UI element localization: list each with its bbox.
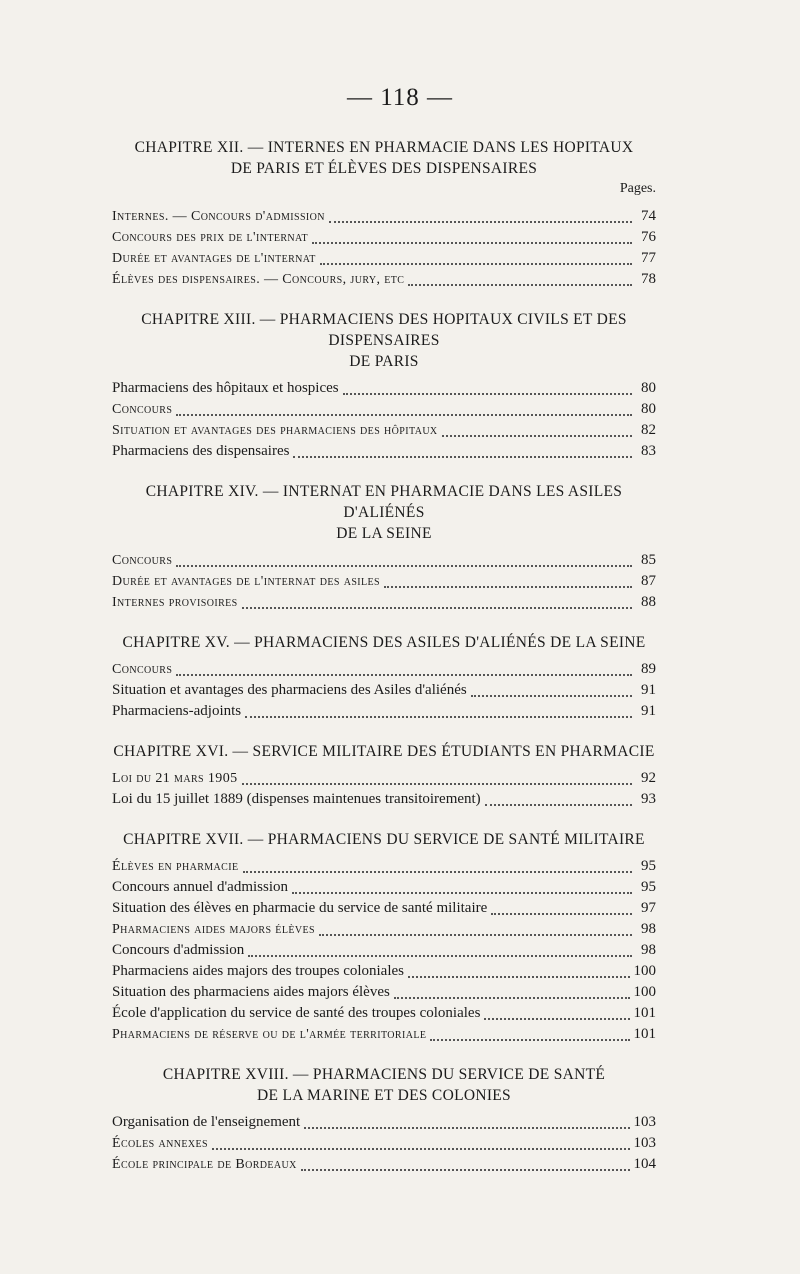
chapter-section bbox=[112, 481, 656, 615]
toc-entry-label: Concours annuel d'admission bbox=[112, 879, 289, 895]
chapter-title-line: DE PARIS bbox=[349, 353, 419, 370]
toc-entry-page: 87 bbox=[641, 573, 656, 589]
toc-entry-page: 83 bbox=[641, 443, 656, 459]
toc-entry-page: 92 bbox=[641, 770, 656, 786]
dot-leader bbox=[430, 1039, 629, 1041]
dot-leader bbox=[312, 242, 632, 244]
dot-leader bbox=[176, 565, 632, 567]
toc-entry bbox=[112, 661, 656, 682]
toc-entry bbox=[112, 1005, 656, 1026]
toc-entry-page: 97 bbox=[641, 900, 656, 916]
toc-entry-page: 100 bbox=[633, 963, 656, 979]
toc-entry bbox=[112, 900, 656, 921]
chapter-title-line: CHAPITRE XVI. — SERVICE MILITAIRE DES ÉTUDIANTS EN PHARMACIE bbox=[113, 743, 655, 760]
toc-entry-page: 93 bbox=[641, 791, 656, 807]
dot-leader bbox=[304, 1127, 629, 1129]
toc-entry-label: Organisation de l'enseignement bbox=[112, 1114, 301, 1130]
toc-entry bbox=[112, 1135, 656, 1156]
toc-entry bbox=[112, 443, 656, 464]
table-of-contents bbox=[112, 137, 656, 1194]
toc-entry-label: Durée et avantages de l'internat bbox=[112, 251, 316, 266]
toc-entry-page: 95 bbox=[641, 879, 656, 895]
chapter-title-line: DE LA MARINE ET DES COLONIES bbox=[257, 1087, 511, 1104]
toc-entry bbox=[112, 422, 656, 443]
toc-entry-page: 100 bbox=[633, 984, 656, 1000]
chapter-title-line: CHAPITRE XIV. — INTERNAT EN PHARMACIE DANS LES ASILES D'ALIÉNÉS bbox=[145, 483, 623, 521]
toc-entry bbox=[112, 858, 656, 879]
dot-leader bbox=[176, 674, 632, 676]
chapter-title-line: CHAPITRE XIII. — PHARMACIENS DES HOPITAUX CIVILS ET DES DISPENSAIRES bbox=[141, 311, 627, 349]
toc-entry-page: 98 bbox=[641, 942, 656, 958]
toc-entry bbox=[112, 770, 656, 791]
toc-entry-label: Pharmaciens des hôpitaux et hospices bbox=[112, 380, 339, 396]
toc-entry-label: Internes provisoires bbox=[112, 595, 238, 610]
toc-entry-label: Durée et avantages de l'internat des asiles bbox=[112, 574, 380, 589]
toc-entry-page: 85 bbox=[641, 552, 656, 568]
pages-column-label: Pages. bbox=[619, 181, 656, 196]
dot-leader bbox=[176, 414, 632, 416]
toc-entry-label: Situation et avantages des pharmaciens des Asiles d'aliénés bbox=[112, 682, 467, 698]
dot-leader bbox=[329, 221, 632, 223]
chapter-section bbox=[112, 741, 656, 812]
toc-entry bbox=[112, 1114, 656, 1135]
chapter-section bbox=[112, 137, 656, 292]
dot-leader bbox=[484, 1018, 629, 1020]
toc-entry bbox=[112, 703, 656, 724]
chapter-title-line: CHAPITRE XVIII. — PHARMACIENS DU SERVICE DE SANTÉ bbox=[162, 1066, 606, 1083]
dot-leader bbox=[320, 263, 632, 265]
dot-leader bbox=[485, 804, 632, 806]
dot-leader bbox=[292, 892, 632, 894]
dot-leader bbox=[242, 783, 633, 785]
toc-entry bbox=[112, 879, 656, 900]
toc-entry-page: 101 bbox=[633, 1005, 656, 1021]
toc-entry-page: 101 bbox=[633, 1026, 656, 1042]
toc-entry bbox=[112, 1026, 656, 1047]
toc-entry-page: 77 bbox=[641, 250, 656, 266]
toc-entry-label: Concours d'admission bbox=[112, 942, 245, 958]
toc-entry bbox=[112, 573, 656, 594]
toc-entry-page: 82 bbox=[641, 422, 656, 438]
chapter-title-line: DE PARIS ET ÉLÈVES DES DISPENSAIRES bbox=[230, 160, 538, 177]
toc-entry-page: 80 bbox=[641, 401, 656, 417]
entry-list bbox=[112, 208, 656, 292]
entry-list bbox=[112, 552, 656, 615]
chapter-title-line: CHAPITRE XVII. — PHARMACIENS DU SERVICE DE SANTÉ MILITAIRE bbox=[123, 831, 645, 848]
toc-entry-page: 91 bbox=[641, 703, 656, 719]
chapter-title-line: CHAPITRE XII. — INTERNES EN PHARMACIE DANS LES HOPITAUX bbox=[134, 139, 634, 156]
dot-leader bbox=[319, 934, 632, 936]
toc-entry-label: Élèves en pharmacie bbox=[112, 859, 239, 874]
toc-entry-label: Internes. — Concours d'admission bbox=[112, 209, 325, 224]
toc-entry-page: 88 bbox=[641, 594, 656, 610]
toc-entry-label: Élèves des dispensaires. — Concours, jury, etc bbox=[112, 272, 405, 287]
toc-entry-page: 103 bbox=[633, 1114, 656, 1130]
toc-entry-label: Pharmaciens-adjoints bbox=[112, 703, 242, 719]
toc-entry-label: Loi du 21 mars 1905 bbox=[112, 771, 238, 786]
toc-entry-page: 104 bbox=[633, 1156, 656, 1172]
toc-entry-label: Écoles annexes bbox=[112, 1136, 208, 1151]
toc-entry bbox=[112, 229, 656, 250]
chapter-section bbox=[112, 829, 656, 1047]
toc-entry-label: Situation des élèves en pharmacie du service de santé militaire bbox=[112, 900, 488, 916]
toc-entry-label: Situation des pharmaciens aides majors élèves bbox=[112, 984, 390, 1000]
dot-leader bbox=[408, 976, 629, 978]
dot-leader bbox=[343, 393, 632, 395]
chapter-section bbox=[112, 309, 656, 464]
toc-entry bbox=[112, 380, 656, 401]
dot-leader bbox=[442, 435, 632, 437]
toc-entry-page: 89 bbox=[641, 661, 656, 677]
toc-entry-label: Concours bbox=[112, 662, 173, 677]
toc-entry-label: Pharmaciens aides majors des troupes coloniales bbox=[112, 963, 405, 979]
entry-list bbox=[112, 858, 656, 1047]
toc-entry-page: 103 bbox=[633, 1135, 656, 1151]
toc-entry-label: Pharmaciens aides majors élèves bbox=[112, 922, 315, 937]
toc-entry-label: École principale de Bordeaux bbox=[112, 1157, 297, 1172]
toc-entry bbox=[112, 271, 656, 292]
entry-list bbox=[112, 380, 656, 464]
dot-leader bbox=[471, 695, 632, 697]
toc-entry-label: Concours des prix de l'internat bbox=[112, 230, 309, 245]
chapter-section bbox=[112, 1064, 656, 1177]
chapter-title-line: DE LA SEINE bbox=[336, 525, 432, 542]
toc-entry-label: Pharmaciens de réserve ou de l'armée territoriale bbox=[112, 1027, 427, 1042]
chapter-title-line: CHAPITRE XV. — PHARMACIENS DES ASILES D'ALIÉNÉS DE LA SEINE bbox=[122, 634, 646, 651]
dot-leader bbox=[384, 586, 632, 588]
dot-leader bbox=[248, 955, 632, 957]
dot-leader bbox=[242, 607, 632, 609]
dot-leader bbox=[301, 1169, 630, 1171]
toc-entry-page: 76 bbox=[641, 229, 656, 245]
entry-list bbox=[112, 770, 656, 812]
chapter-section bbox=[112, 632, 656, 724]
toc-entry bbox=[112, 401, 656, 422]
toc-entry bbox=[112, 921, 656, 942]
toc-entry-page: 91 bbox=[641, 682, 656, 698]
entry-list bbox=[112, 1114, 656, 1177]
toc-entry-page: 95 bbox=[641, 858, 656, 874]
toc-entry bbox=[112, 1156, 656, 1177]
dot-leader bbox=[408, 284, 632, 286]
toc-entry bbox=[112, 984, 656, 1005]
toc-entry-page: 98 bbox=[641, 921, 656, 937]
dot-leader bbox=[212, 1148, 630, 1150]
toc-entry bbox=[112, 791, 656, 812]
dot-leader bbox=[245, 716, 632, 718]
toc-entry-label: École d'application du service de santé des troupes coloniales bbox=[112, 1005, 481, 1021]
toc-entry-label: Pharmaciens des dispensaires bbox=[112, 443, 290, 459]
toc-entry-page: 78 bbox=[641, 271, 656, 287]
dot-leader bbox=[394, 997, 630, 999]
toc-entry-label: Concours bbox=[112, 402, 173, 417]
dot-leader bbox=[293, 456, 632, 458]
toc-entry bbox=[112, 963, 656, 984]
toc-entry bbox=[112, 250, 656, 271]
toc-entry bbox=[112, 552, 656, 573]
page-number: — 118 — bbox=[346, 84, 454, 111]
toc-entry-label: Situation et avantages des pharmaciens des hôpitaux bbox=[112, 423, 438, 438]
toc-entry-label: Concours bbox=[112, 553, 173, 568]
toc-entry bbox=[112, 682, 656, 703]
entry-list bbox=[112, 661, 656, 724]
toc-entry-page: 74 bbox=[641, 208, 656, 224]
dot-leader bbox=[491, 913, 632, 915]
toc-entry-page: 80 bbox=[641, 380, 656, 396]
dot-leader bbox=[243, 871, 633, 873]
toc-entry-label: Loi du 15 juillet 1889 (dispenses maintenues transitoirement) bbox=[112, 791, 481, 807]
toc-entry bbox=[112, 594, 656, 615]
toc-entry bbox=[112, 942, 656, 963]
toc-entry bbox=[112, 208, 656, 229]
